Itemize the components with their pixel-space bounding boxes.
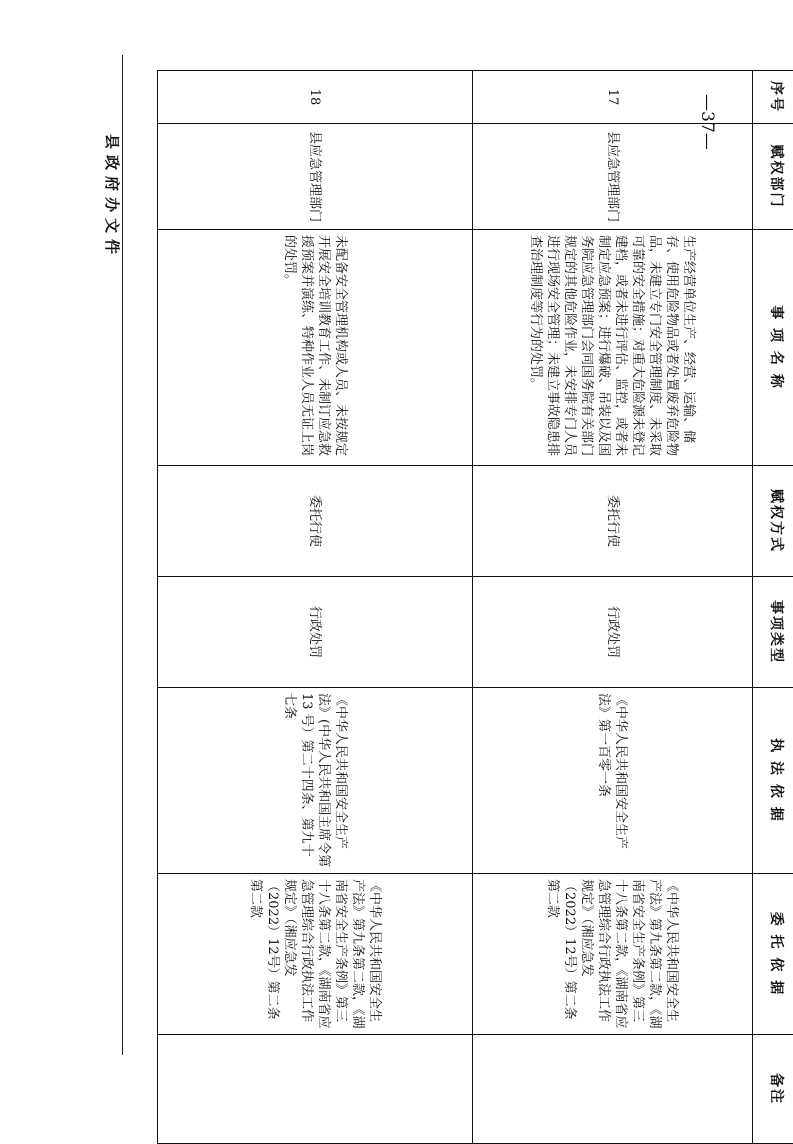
cell-dept: 县应急管理部门 xyxy=(158,124,473,230)
cell-type: 行政处罚 xyxy=(473,577,753,688)
cell-law: 《中华人民共和国安全生产法》(中华人民共和国主席令第 13 号）第二十四条、第九十七条 xyxy=(158,688,473,874)
cell-basis: 《中华人民共和国安全生产法》第九条第二款，《湖南省安全生产条例》第三十八条第二款，《湖南省应急管理综合行政执法工作规定》（湘应急发（2022）12号）第二条第二款 xyxy=(158,874,473,1035)
matters-table xyxy=(157,70,793,1144)
cell-dept: 县应急管理部门 xyxy=(473,124,753,230)
cell-no: 17 xyxy=(473,71,753,124)
col-header-law: 执 法 依 据 xyxy=(753,688,793,874)
table-row xyxy=(473,71,753,1144)
header-office-title: 县政府办文件 xyxy=(99,122,123,272)
col-header-dept: 赋权部门 xyxy=(753,124,793,230)
cell-law: 《中华人民共和国安全生产法》第一百零一条 xyxy=(473,688,753,874)
col-header-basis: 委 托 依 据 xyxy=(753,874,793,1035)
rotated-sheet xyxy=(160,70,793,1055)
cell-mode: 委托行使 xyxy=(158,466,473,577)
col-header-no: 序号 xyxy=(753,71,793,124)
cell-type: 行政处罚 xyxy=(158,577,473,688)
page-number: —37— xyxy=(693,57,717,187)
cell-name: 生产经营单位生产、经营、运输、储存、使用危险物品或者处置废弃危险物品，未建立专门安全管理制度、未采取可靠的安全措施；对重大危险源未登记建档，或者未进行评估、监控，或者未制定应急预案；进行爆破、吊装以及国务院应急管理部门会同国务院有关部门规定的其他危险作业，未安排专门人员进行现场安全管理；未建立事故隐患排查治理制度等行为的处罚。 xyxy=(473,230,753,466)
col-header-note: 备注 xyxy=(753,1035,793,1144)
cell-mode: 委托行使 xyxy=(473,466,753,577)
col-header-mode: 赋权方式 xyxy=(753,466,793,577)
page-header xyxy=(92,55,126,1055)
table-header-row xyxy=(753,71,793,1144)
cell-note xyxy=(473,1035,753,1144)
cell-basis: 《中华人民共和国安全生产法》第九条第二款，《湖南省安全生产条例》第三十八条第二款，《湖南省应急管理综合行政执法工作规定》（湘应急发（2022）12号）第二条第二款 xyxy=(473,874,753,1035)
cell-no: 18 xyxy=(158,71,473,124)
cell-name: 未配备安全管理机构或人员、未按规定开展安全培训教育工作、未制订应急救援预案并演练、特种作业人员无证上岗的处罚。 xyxy=(158,230,473,466)
col-header-name: 事 项 名 称 xyxy=(753,230,793,466)
cell-note xyxy=(158,1035,473,1144)
col-header-type: 事项类型 xyxy=(753,577,793,688)
table-row xyxy=(158,71,473,1144)
table-frame xyxy=(160,70,793,1055)
